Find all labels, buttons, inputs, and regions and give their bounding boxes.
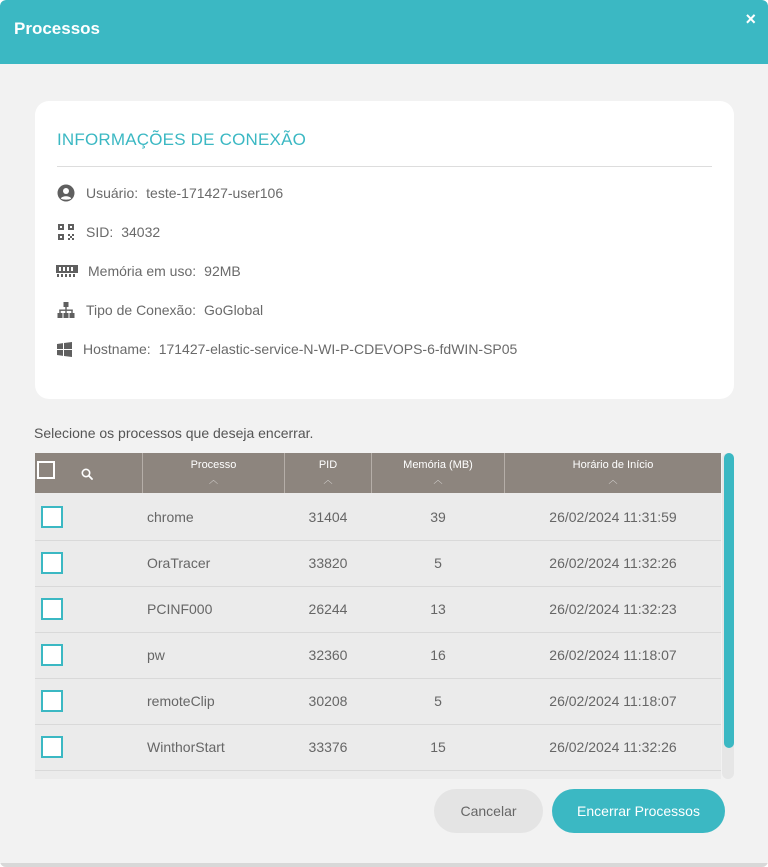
- memory-header-label: Memória (MB): [403, 459, 473, 471]
- process-memory: 16: [430, 647, 446, 663]
- memory-chip-icon: [56, 262, 78, 280]
- user-label: Usuário:: [86, 185, 139, 201]
- process-name: chrome: [147, 509, 194, 525]
- user-row: [56, 184, 283, 202]
- sort-chevron-icon: ︿: [608, 475, 618, 485]
- memory-row: [56, 262, 241, 280]
- connection-info-card: [35, 101, 734, 399]
- windows-icon: [56, 340, 72, 358]
- instructions-text: Selecione os processos que deseja encerrar.: [34, 425, 314, 441]
- memory-value: 92MB: [204, 263, 241, 279]
- process-table: [35, 453, 721, 779]
- dialog-bottom-edge: [0, 863, 768, 867]
- table-row[interactable]: [35, 678, 721, 725]
- row-checkbox[interactable]: [41, 644, 63, 666]
- end-processes-button[interactable]: Encerrar Processos: [552, 789, 725, 833]
- search-icon[interactable]: [81, 468, 93, 483]
- dialog-title: Processos: [14, 19, 100, 38]
- process-start-time: 26/02/2024 11:18:07: [549, 693, 677, 709]
- process-memory: 13: [430, 601, 446, 617]
- start-time-column-header[interactable]: [505, 453, 721, 493]
- process-column-header[interactable]: [143, 453, 284, 493]
- process-start-time: 26/02/2024 11:32:26: [549, 555, 677, 571]
- hostname-row: [56, 340, 517, 358]
- connection-type-row: [56, 301, 263, 319]
- process-start-time: 26/02/2024 11:32:26: [549, 739, 677, 755]
- row-checkbox[interactable]: [41, 598, 63, 620]
- row-checkbox[interactable]: [41, 506, 63, 528]
- process-memory: 5: [434, 555, 442, 571]
- pid-column-header[interactable]: [285, 453, 371, 493]
- pid-header-label: PID: [318, 459, 338, 471]
- row-checkbox[interactable]: [41, 552, 63, 574]
- start-time-header-label: Horário de Início: [572, 459, 654, 471]
- sort-chevron-icon: ︿: [433, 475, 443, 485]
- sort-chevron-icon: ︿: [208, 475, 218, 485]
- sort-chevron-icon: ︿: [323, 475, 333, 485]
- memory-column-header[interactable]: [372, 453, 504, 493]
- sid-value: 34032: [121, 224, 161, 240]
- user-circle-icon: [56, 184, 75, 202]
- process-start-time: 26/02/2024 11:32:23: [549, 601, 677, 617]
- process-name: OraTracer: [147, 555, 211, 571]
- connection-type-value: GoGlobal: [204, 302, 264, 318]
- process-pid: 26244: [308, 601, 348, 617]
- card-divider: [57, 166, 712, 167]
- table-row[interactable]: [35, 632, 721, 679]
- process-name: remoteClip: [147, 693, 215, 709]
- select-all-checkbox[interactable]: [37, 461, 55, 479]
- process-pid: 30208: [308, 693, 348, 709]
- process-start-time: 26/02/2024 11:31:59: [549, 509, 677, 525]
- table-row[interactable]: [35, 724, 721, 771]
- process-name: PCINF000: [147, 601, 213, 617]
- dialog-header: [0, 0, 768, 64]
- qr-code-icon: [56, 223, 75, 241]
- process-name: pw: [147, 647, 165, 663]
- process-memory: 39: [430, 509, 446, 525]
- close-button[interactable]: ×: [745, 9, 756, 29]
- process-header-label: Processo: [190, 459, 237, 471]
- process-memory: 15: [430, 739, 446, 755]
- hostname-value: 171427-elastic-service-N-WI-P-CDEVOPS-6-fdWIN-SP05: [158, 341, 518, 357]
- process-pid: 33376: [308, 739, 348, 755]
- row-checkbox[interactable]: [41, 690, 63, 712]
- process-pid: 31404: [308, 509, 348, 525]
- connection-info-title: INFORMAÇÕES DE CONEXÃO: [57, 130, 307, 149]
- process-pid: 33820: [308, 555, 348, 571]
- row-checkbox[interactable]: [41, 736, 63, 758]
- connection-type-label: Tipo de Conexão:: [86, 302, 196, 318]
- process-pid: 32360: [308, 647, 348, 663]
- process-name: WinthorStart: [147, 739, 225, 755]
- process-memory: 5: [434, 693, 442, 709]
- memory-label: Memória em uso:: [88, 263, 197, 279]
- table-row[interactable]: [35, 540, 721, 587]
- sid-label: SID:: [86, 224, 114, 240]
- table-row[interactable]: [35, 586, 721, 633]
- sid-row: [56, 223, 160, 241]
- cancel-button[interactable]: Cancelar: [434, 789, 543, 833]
- sitemap-icon: [56, 301, 75, 319]
- table-header: [35, 453, 721, 493]
- process-start-time: 26/02/2024 11:18:07: [549, 647, 677, 663]
- table-scrollbar-thumb[interactable]: [724, 453, 734, 748]
- hostname-label: Hostname:: [83, 341, 151, 357]
- table-row[interactable]: [35, 494, 721, 541]
- user-value: teste-171427-user106: [146, 185, 284, 201]
